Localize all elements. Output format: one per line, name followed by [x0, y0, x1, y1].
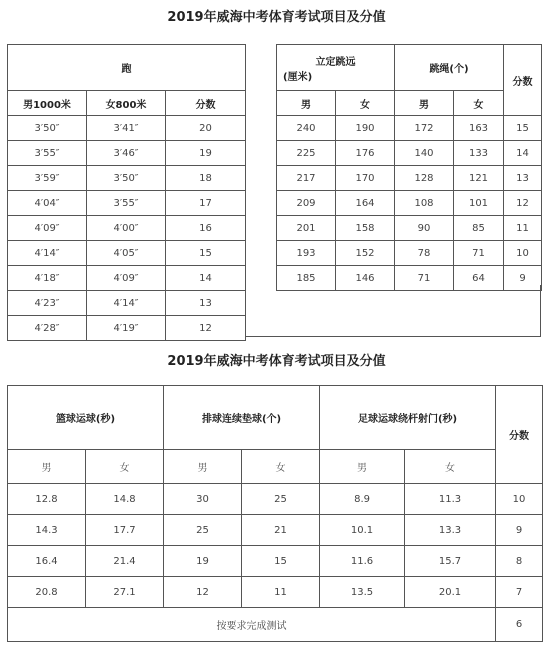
football-male-header: 男: [320, 450, 405, 484]
col-run-score: 分数: [166, 91, 246, 116]
jump-female-header: 女: [336, 91, 395, 116]
run-rows: [8, 116, 246, 341]
cell: 164: [336, 191, 395, 216]
cell: 11: [242, 577, 320, 608]
cell: 3′50″: [87, 166, 166, 191]
cell: 12: [164, 577, 242, 608]
cell: 217: [277, 166, 336, 191]
top-table-title: 2019年威海中考体育考试项目及分值: [167, 10, 386, 25]
cell: 133: [454, 141, 504, 166]
cell: 121: [454, 166, 504, 191]
cell: 108: [395, 191, 454, 216]
cell: 20.1: [405, 577, 496, 608]
cell: 4′09″: [8, 216, 87, 241]
cell: 209: [277, 191, 336, 216]
cell: 14.8: [86, 484, 164, 515]
cell: 225: [277, 141, 336, 166]
cell: 176: [336, 141, 395, 166]
cell: 11.3: [405, 484, 496, 515]
cell: 9: [496, 515, 543, 546]
cell: 9: [504, 266, 542, 291]
table-row: [8, 116, 246, 141]
cell: 152: [336, 241, 395, 266]
rope-female-header: 女: [454, 91, 504, 116]
rope-skipping-header: 跳绳(个): [395, 45, 504, 91]
basketball-male-header: 男: [8, 450, 86, 484]
long-jump-header: 立定跳远 (厘米): [277, 45, 395, 91]
cell: 128: [395, 166, 454, 191]
table-row: [277, 141, 542, 166]
cell: 201: [277, 216, 336, 241]
football-header: 足球运球绕杆射门(秒): [320, 386, 496, 450]
basketball-female-header: 女: [86, 450, 164, 484]
cell: 15: [166, 241, 246, 266]
cell: 15: [242, 546, 320, 577]
cell: 13: [504, 166, 542, 191]
table-row: [277, 166, 542, 191]
cell: 158: [336, 216, 395, 241]
cell: 4′18″: [8, 266, 87, 291]
table-row: [8, 266, 246, 291]
cell: 17.7: [86, 515, 164, 546]
run-header: 跑: [8, 45, 246, 91]
col-female-800m: 女800米: [87, 91, 166, 116]
cell: 20.8: [8, 577, 86, 608]
table-row: [277, 241, 542, 266]
cell: 172: [395, 116, 454, 141]
table-row: [8, 546, 543, 577]
table-row: [8, 484, 543, 515]
cell: 170: [336, 166, 395, 191]
cell: 14: [166, 266, 246, 291]
cell: 3′59″: [8, 166, 87, 191]
cell: 90: [395, 216, 454, 241]
table-row: [277, 266, 542, 291]
cell: 4′23″: [8, 291, 87, 316]
table-row: [8, 191, 246, 216]
cell: 190: [336, 116, 395, 141]
cell: 10: [496, 484, 543, 515]
cell: 8.9: [320, 484, 405, 515]
complete-test-note: 按要求完成测试: [8, 608, 496, 642]
cell: 16.4: [8, 546, 86, 577]
table-row: [8, 577, 543, 608]
basketball-header: 篮球运球(秒): [8, 386, 164, 450]
cell: 4′14″: [8, 241, 87, 266]
cell: 12: [166, 316, 246, 341]
cell: 3′55″: [87, 191, 166, 216]
cell: 10.1: [320, 515, 405, 546]
cell: 19: [164, 546, 242, 577]
right-edge-line: [540, 285, 541, 337]
table-row: [8, 141, 246, 166]
cell: 20: [166, 116, 246, 141]
jump-male-header: 男: [277, 91, 336, 116]
cell: 16: [166, 216, 246, 241]
ball-skills-score-table: [7, 385, 543, 642]
cell: 240: [277, 116, 336, 141]
running-score-table: [7, 44, 246, 341]
volleyball-header: 排球连续垫球(个): [164, 386, 320, 450]
right-frame-line: [245, 44, 246, 337]
cell: 12.8: [8, 484, 86, 515]
cell: 140: [395, 141, 454, 166]
table-row: [8, 241, 246, 266]
cell: 101: [454, 191, 504, 216]
volleyball-male-header: 男: [164, 450, 242, 484]
table-row: [8, 216, 246, 241]
volleyball-female-header: 女: [242, 450, 320, 484]
cell: 4′00″: [87, 216, 166, 241]
table-row: [8, 515, 543, 546]
cell: 12: [504, 191, 542, 216]
cell: 15.7: [405, 546, 496, 577]
table-row: [277, 116, 542, 141]
col-male-1000m: 男1000米: [8, 91, 87, 116]
cell: 4′19″: [87, 316, 166, 341]
jump-rope-score-table: [276, 44, 542, 291]
cell: 11.6: [320, 546, 405, 577]
cell: 7: [496, 577, 543, 608]
cell: 78: [395, 241, 454, 266]
cell: 146: [336, 266, 395, 291]
rope-male-header: 男: [395, 91, 454, 116]
cell: 4′14″: [87, 291, 166, 316]
cell: 3′46″: [87, 141, 166, 166]
cell: 3′50″: [8, 116, 87, 141]
cell: 193: [277, 241, 336, 266]
cell: 17: [166, 191, 246, 216]
cell: 15: [504, 116, 542, 141]
cell: 18: [166, 166, 246, 191]
cell: 85: [454, 216, 504, 241]
table-row: [277, 191, 542, 216]
cell: 71: [454, 241, 504, 266]
cell: 185: [277, 266, 336, 291]
cell: 6: [496, 608, 543, 642]
cell: 4′04″: [8, 191, 87, 216]
cell: 25: [164, 515, 242, 546]
cell: 3′55″: [8, 141, 87, 166]
cell: 4′28″: [8, 316, 87, 341]
cell: 11: [504, 216, 542, 241]
cell: 21: [242, 515, 320, 546]
cell: 13.3: [405, 515, 496, 546]
cell: 21.4: [86, 546, 164, 577]
cell: 13.5: [320, 577, 405, 608]
cell: 4′09″: [87, 266, 166, 291]
cell: 19: [166, 141, 246, 166]
table-row: [8, 608, 543, 642]
cell: 3′41″: [87, 116, 166, 141]
cell: 8: [496, 546, 543, 577]
cell: 30: [164, 484, 242, 515]
cell: 4′05″: [87, 241, 166, 266]
cell: 10: [504, 241, 542, 266]
ball-score-header: 分数: [496, 386, 543, 484]
table-row: [8, 316, 246, 341]
table-row: [8, 166, 246, 191]
bottom-table-title: 2019年威海中考体育考试项目及分值: [167, 354, 386, 369]
cell: 14.3: [8, 515, 86, 546]
cell: 14: [504, 141, 542, 166]
table-row: [8, 291, 246, 316]
cell: 71: [395, 266, 454, 291]
cell: 64: [454, 266, 504, 291]
cell: 13: [166, 291, 246, 316]
table-row: [277, 216, 542, 241]
bottom-frame-line: [245, 336, 541, 337]
cell: 163: [454, 116, 504, 141]
jump-score-header: 分数: [504, 45, 542, 116]
cell: 27.1: [86, 577, 164, 608]
football-female-header: 女: [405, 450, 496, 484]
cell: 25: [242, 484, 320, 515]
